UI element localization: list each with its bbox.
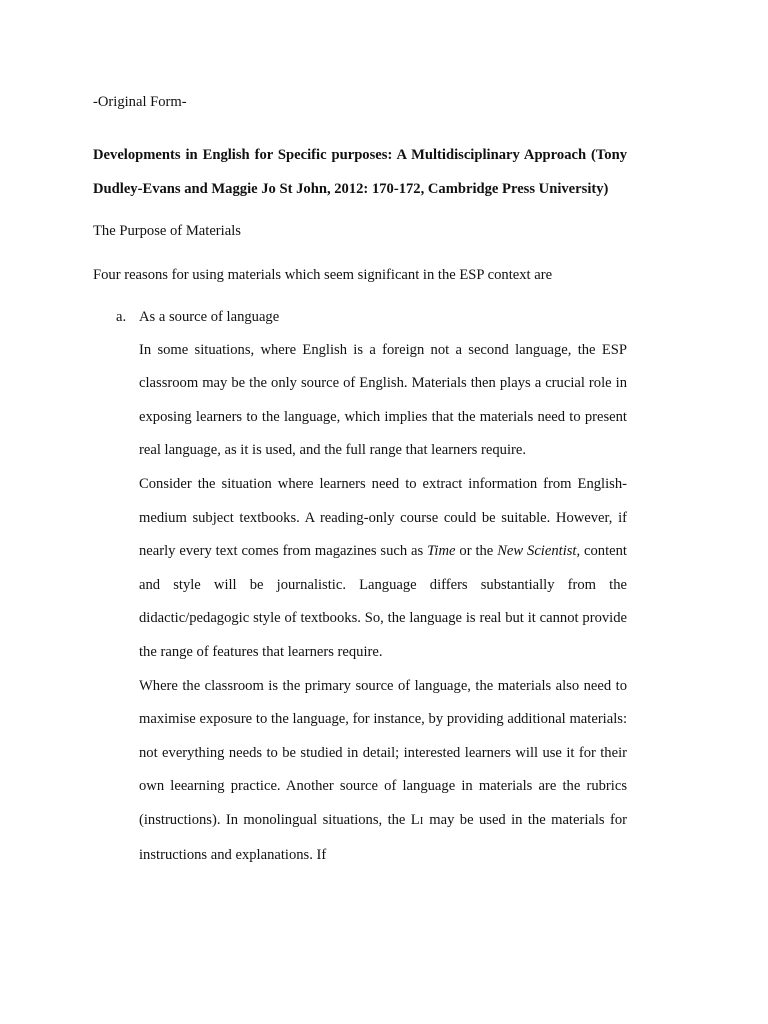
paragraph-text: , content and style will be journalistic. Language differs substantially from the didactic/pedagogic style of textbooks. So, the language is real but it cannot provide the range of features that learners require. — [139, 543, 627, 660]
list-item-a — [93, 306, 627, 328]
form-label: -Original Form- — [93, 94, 187, 110]
intro-text: Four reasons for using materials which seem significant in the ESP context are — [93, 266, 553, 283]
l1-subscript: I — [419, 814, 424, 827]
list-marker: a. — [116, 308, 127, 325]
paragraph — [139, 468, 627, 670]
paragraph-text: Where the classroom is the primary source of language, the materials also need to maximise exposure to the language, for instance, by providing additional materials: not everything needs to be studied in detail; interested learners will use it for their own leearning practice. Another source of language in materials are the rubrics (instructions). In monolingual situations, the L — [139, 677, 627, 828]
paragraph: In some situations, where English is a foreign not a second language, the ESP classroom may be the only source of English. Materials then plays a crucial role in exposing learners to the language, which implies that the materials need to present real language, as it is used, and the full range that learners require. — [139, 341, 627, 459]
document-title: Developments in English for Specific purposes: A Multidisciplinary Approach (Tony Dudley-Evans and Maggie Jo St John, 2012: 170-172, Cambridge Press University) — [93, 146, 627, 197]
magazine-title: New Scientist — [497, 543, 577, 560]
reasons-list — [93, 306, 627, 873]
paragraph — [139, 670, 627, 873]
list-item-heading: As a source of language — [139, 308, 280, 325]
magazine-title: Time — [427, 543, 456, 560]
document-page — [93, 86, 627, 872]
section-heading: The Purpose of Materials — [93, 222, 241, 239]
paragraph-text: Consider the situation where learners need to extract information from English-medium subject textbooks. A reading-only course could be suitable. However, if nearly every text comes from magazines such as — [139, 475, 627, 560]
paragraph-text: or the — [455, 543, 498, 560]
paragraph-text: may be used in the materials for instructions and explanations. If — [139, 811, 627, 863]
